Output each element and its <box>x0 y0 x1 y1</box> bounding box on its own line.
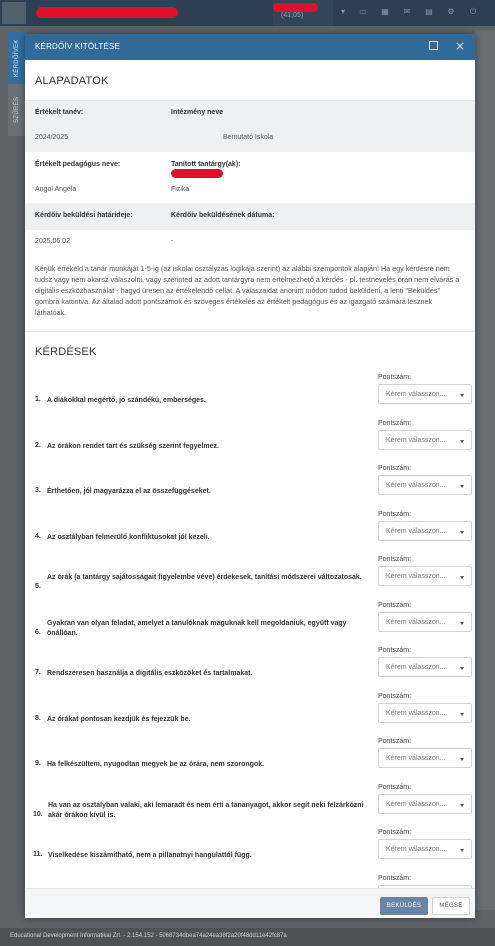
user-menu-label: (41,05) <box>281 12 304 19</box>
question-row <box>25 420 475 466</box>
info-row-2 <box>25 152 475 203</box>
pedagogus-value: Angol Angéla <box>35 186 77 193</box>
question-number: 3. <box>35 487 41 494</box>
question-row <box>25 556 475 602</box>
question-number: 7. <box>35 669 41 676</box>
score-label: Pontszám: <box>378 511 412 518</box>
app-logo[interactable] <box>2 2 26 24</box>
question-text: Gyakran van olyan feladat, amelyet a tanulóknak maguknak kell megoldaniuk, együtt vagy önállóan. <box>47 620 347 637</box>
chevron-down-icon <box>460 394 464 397</box>
chevron-down-icon <box>460 576 464 579</box>
question-number: 11. <box>33 851 43 858</box>
question-row <box>25 511 475 557</box>
score-label: Pontszám: <box>378 556 412 563</box>
kerdesek-heading: KÉRDÉSEK <box>35 346 97 358</box>
score-select-placeholder: Kérem válasszon... <box>386 664 446 671</box>
question-text: Rendszeresen használja a digitális eszközöket és tartalmakat. <box>47 670 253 677</box>
question-number: 1. <box>35 396 41 403</box>
footer-text: Educational Development Informatikai Zrt. - 2.154.152 - 5068734dbea74a24ea38f2a20f48dd11e42fc87a <box>10 933 287 939</box>
chevron-down-icon[interactable]: ▾ <box>340 7 345 16</box>
score-select[interactable] <box>378 612 472 632</box>
score-label: Pontszám: <box>378 420 412 427</box>
mail-icon[interactable]: ✉ <box>403 7 411 16</box>
redaction-mark <box>273 3 318 12</box>
question-text: Az órákon rendet tart és szükség szerint fegyelmez. <box>47 443 219 450</box>
question-row <box>25 602 475 648</box>
question-number: 2. <box>35 442 41 449</box>
score-select-placeholder: Kérem válasszon... <box>386 391 446 398</box>
score-select-placeholder: Kérem válasszon... <box>386 755 446 762</box>
send-button[interactable]: BEKÜLDÉS <box>380 897 428 915</box>
score-select-placeholder: Kérem válasszon... <box>386 710 446 717</box>
score-select-placeholder: Kérem válasszon... <box>386 573 446 580</box>
score-select-placeholder: Kérem válasszon... <box>386 482 446 489</box>
tantargy-value: Fizika <box>171 186 190 193</box>
side-tabs <box>8 32 26 136</box>
app-footer <box>0 928 495 946</box>
score-label: Pontszám: <box>378 647 412 654</box>
modal-title: KÉRDŐÍV KITÖLTÉSE <box>35 42 121 51</box>
question-row <box>25 829 475 875</box>
chevron-down-icon <box>460 758 464 761</box>
question-row <box>25 374 475 420</box>
score-select-placeholder: Kérem válasszon... <box>386 619 446 626</box>
cancel-button[interactable]: MÉGSE <box>432 897 470 915</box>
question-row <box>25 784 475 830</box>
chevron-down-icon <box>460 849 464 852</box>
tab-szures[interactable]: SZŰRÉS <box>8 84 26 136</box>
score-select-placeholder: Kérem válasszon... <box>386 846 446 853</box>
score-select[interactable] <box>378 430 472 450</box>
question-number: 4. <box>35 533 41 540</box>
message-icon[interactable]: ▭ <box>359 7 367 16</box>
question-row <box>25 693 475 739</box>
score-label: Pontszám: <box>378 784 412 791</box>
intezmeny-label: Intézmény neve <box>171 109 224 116</box>
score-select[interactable] <box>378 657 472 677</box>
question-text: Ha van az osztályban valaki, aki lemaradt és nem érti a tananyagot, akkor segít neki felzárkózni akár órákon kívül is. <box>48 802 364 819</box>
score-select[interactable] <box>378 384 472 404</box>
score-select[interactable] <box>378 475 472 495</box>
instructions-text: Kérjük értékeld a tanár munkáját 1-5-ig (az iskolai osztályzás logikája szerint) az alábbi szempontok alapján! Ha egy kérdésre nem tudsz vagy nem akarsz válaszolni, vagy szerinted az adott tantárgyra nem értelmezhető a kérdés - pl. testnevelés órán nem elvárás a digitális eszközhasználat - hagyd üresen az értékelendő cellát. A válaszaidat anonim módon tudod beküldeni, a lenti "Beküldés" gombra kattintva. Az általad adott pontszámok és szöveges értékelés az értékelt pedagógus és az igazgató számára lesznek láthatóak. <box>35 264 460 317</box>
question-row <box>25 647 475 693</box>
chevron-down-icon <box>460 804 464 807</box>
redaction-mark <box>36 7 178 18</box>
tab-kerdoivek[interactable]: KÉRDŐÍVEK <box>8 32 26 84</box>
score-label: Pontszám: <box>378 875 412 882</box>
score-select-placeholder: Kérem válasszon... <box>386 528 446 535</box>
score-select[interactable] <box>378 703 472 723</box>
info-row-3-values <box>25 230 475 254</box>
score-label: Pontszám: <box>378 374 412 381</box>
question-text: Az órákat pontosan kezdjük és fejezzük be. <box>47 716 191 723</box>
intezmeny-value: Bemutató Iskola <box>223 134 274 141</box>
modal-footer <box>25 888 475 918</box>
question-text: Érthetően, jól magyarázza el az összefüggéseket. <box>47 488 211 495</box>
settings-icon[interactable]: ⚙ <box>447 7 455 16</box>
score-select-placeholder: Kérem válasszon... <box>386 437 446 444</box>
logout-icon[interactable]: ⏻ <box>469 7 477 16</box>
chevron-down-icon <box>460 713 464 716</box>
hatarido-value: 2025.06.02 <box>35 238 71 245</box>
info-row-1 <box>25 101 475 152</box>
question-number: 5. <box>35 583 41 590</box>
alapadatok-heading: ALAPADATOK <box>35 75 109 87</box>
score-label: Pontszám: <box>378 829 412 836</box>
calendar-icon[interactable]: ▦ <box>381 7 389 16</box>
score-label: Pontszám: <box>378 465 412 472</box>
modal-body[interactable] <box>25 60 475 888</box>
question-number: 6. <box>35 629 41 636</box>
score-select[interactable] <box>378 839 472 859</box>
pedagogus-label: Értékelt pedagógus neve: <box>35 161 121 168</box>
question-text: Ha felkészültem, nyugodtan megyek be az órára, nem szorongok. <box>47 761 265 768</box>
question-number: 10. <box>33 811 43 818</box>
question-row <box>25 738 475 784</box>
tanev-value: 2024/2025 <box>35 134 69 141</box>
question-number: 8. <box>35 715 41 722</box>
info-row-3-header <box>25 203 475 230</box>
hatarido-label: Kérdőív beküldési határideje: <box>35 212 133 219</box>
document-icon[interactable]: ▤ <box>425 7 433 16</box>
question-text: Viselkedése kiszámítható, nem a pillanatnyi hangulattól függ. <box>48 852 252 859</box>
background-panel <box>475 30 495 910</box>
score-select[interactable] <box>378 521 472 541</box>
score-select[interactable] <box>378 748 472 768</box>
chevron-down-icon <box>460 667 464 670</box>
score-select[interactable] <box>378 566 472 586</box>
question-text: Az osztályban felmerülő konfliktusokat jól kezeli. <box>47 534 210 541</box>
close-icon[interactable]: × <box>455 39 466 53</box>
question-text: Az órák (a tantárgy sajátosságait figyelembe véve) érdekesek, tanítási módszerei változatosak. <box>47 574 362 581</box>
divider <box>25 331 475 332</box>
score-select-placeholder: Kérem válasszon... <box>386 801 446 808</box>
question-text: A diákokkal megértő, jó szándékú, emberséges. <box>47 397 206 404</box>
question-row <box>25 465 475 511</box>
chevron-down-icon <box>460 531 464 534</box>
tanev-label: Értékelt tanév: <box>35 109 84 116</box>
app-topbar <box>0 0 495 26</box>
modal-header <box>25 34 475 60</box>
bekuldes-datum-label: Kérdőív beküldésének dátuma: <box>171 212 275 219</box>
chevron-down-icon <box>460 440 464 443</box>
score-select[interactable] <box>378 794 472 814</box>
score-label: Pontszám: <box>378 602 412 609</box>
maximize-icon[interactable] <box>429 41 438 50</box>
chevron-down-icon <box>460 485 464 488</box>
score-label: Pontszám: <box>378 693 412 700</box>
chevron-down-icon <box>460 622 464 625</box>
questionnaire-modal <box>25 34 475 918</box>
bekuldes-datum-value: - <box>171 238 174 245</box>
tantargy-label: Tanított tantárgy(ak): <box>171 161 241 168</box>
question-number: 9. <box>35 760 41 767</box>
score-label: Pontszám: <box>378 738 412 745</box>
